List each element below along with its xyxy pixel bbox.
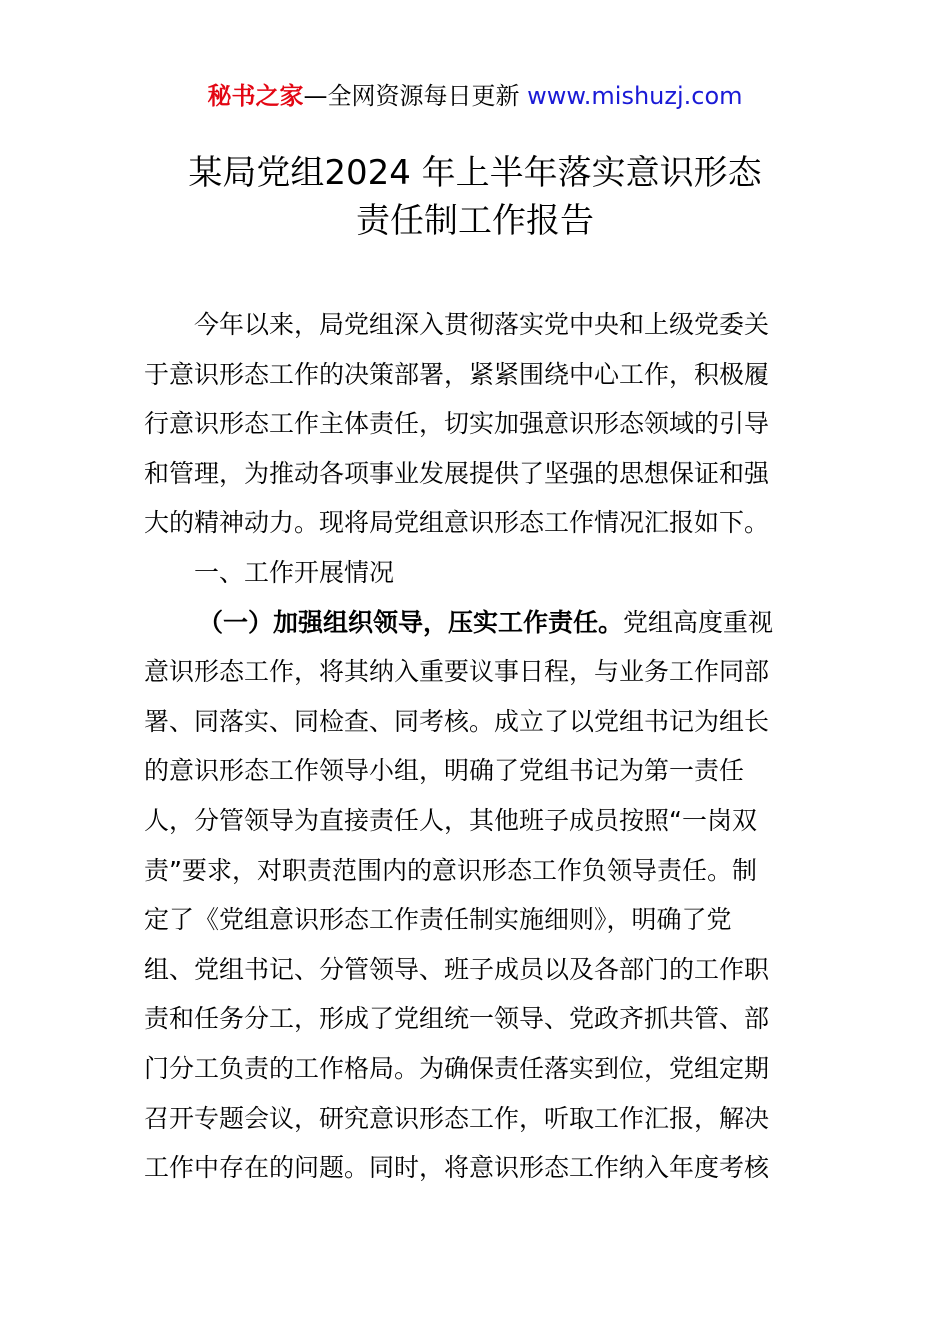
document-title-line-1: 某局党组2024 年上半年落实意识形态 xyxy=(188,153,762,193)
paragraph-line: 行意识形态工作主体责任，切实加强意识形态领域的引导 xyxy=(144,409,770,439)
paragraph-line: 署、同落实、同检查、同考核。成立了以党组书记为组长 xyxy=(144,706,770,736)
subsection-heading: （一）加强组织领导，压实工作责任。 xyxy=(198,607,624,637)
section-heading: 一、工作开展情况 xyxy=(194,557,395,587)
paragraph-line: 门分工负责的工作格局。为确保责任落实到位，党组定期 xyxy=(144,1053,770,1083)
paragraph-line: 召开专题会议，研究意识形态工作，听取工作汇报，解决 xyxy=(144,1103,770,1133)
paragraph-line: 和管理，为推动各项事业发展提供了坚强的思想保证和强 xyxy=(144,458,770,488)
paragraph-line: 人，分管领导为直接责任人，其他班子成员按照“一岗双 xyxy=(144,805,757,835)
site-url-link[interactable]: www.mishuzj.com xyxy=(527,82,743,110)
paragraph-line: 定了《党组意识形态工作责任制实施细则》，明确了党 xyxy=(144,905,732,935)
subsection-text: 党组高度重视 xyxy=(623,607,774,637)
paragraph-line: 今年以来，局党组深入贯彻落实党中央和上级党委关 xyxy=(194,310,770,339)
paragraph-line: 责”要求，对职责范围内的意识形态工作负领导责任。制 xyxy=(144,855,757,885)
paragraph-line: 意识形态工作，将其纳入重要议事日程，与业务工作同部 xyxy=(144,657,770,687)
document-body xyxy=(144,300,808,1193)
subsection-first-line xyxy=(144,598,808,648)
paragraph-line: 大的精神动力。现将局党组意识形态工作情况汇报如下。 xyxy=(144,508,770,538)
paragraph-line: 于意识形态工作的决策部署，紧紧围绕中心工作，积极履 xyxy=(144,359,770,389)
paragraph-line: 责和任务分工，形成了党组统一领导、党政齐抓共管、部 xyxy=(144,1004,770,1034)
site-tagline: —全网资源每日更新 xyxy=(303,82,528,110)
paragraph-line: 的意识形态工作领导小组，明确了党组书记为第一责任 xyxy=(144,756,745,786)
site-brand: 秘书之家 xyxy=(207,82,304,110)
paragraph-line: 组、党组书记、分管领导、班子成员以及各部门的工作职 xyxy=(144,954,770,984)
document-title-line-2: 责任制工作报告 xyxy=(356,201,594,241)
paragraph-line: 工作中存在的问题。同时，将意识形态工作纳入年度考核 xyxy=(144,1153,770,1183)
site-header xyxy=(0,78,950,114)
